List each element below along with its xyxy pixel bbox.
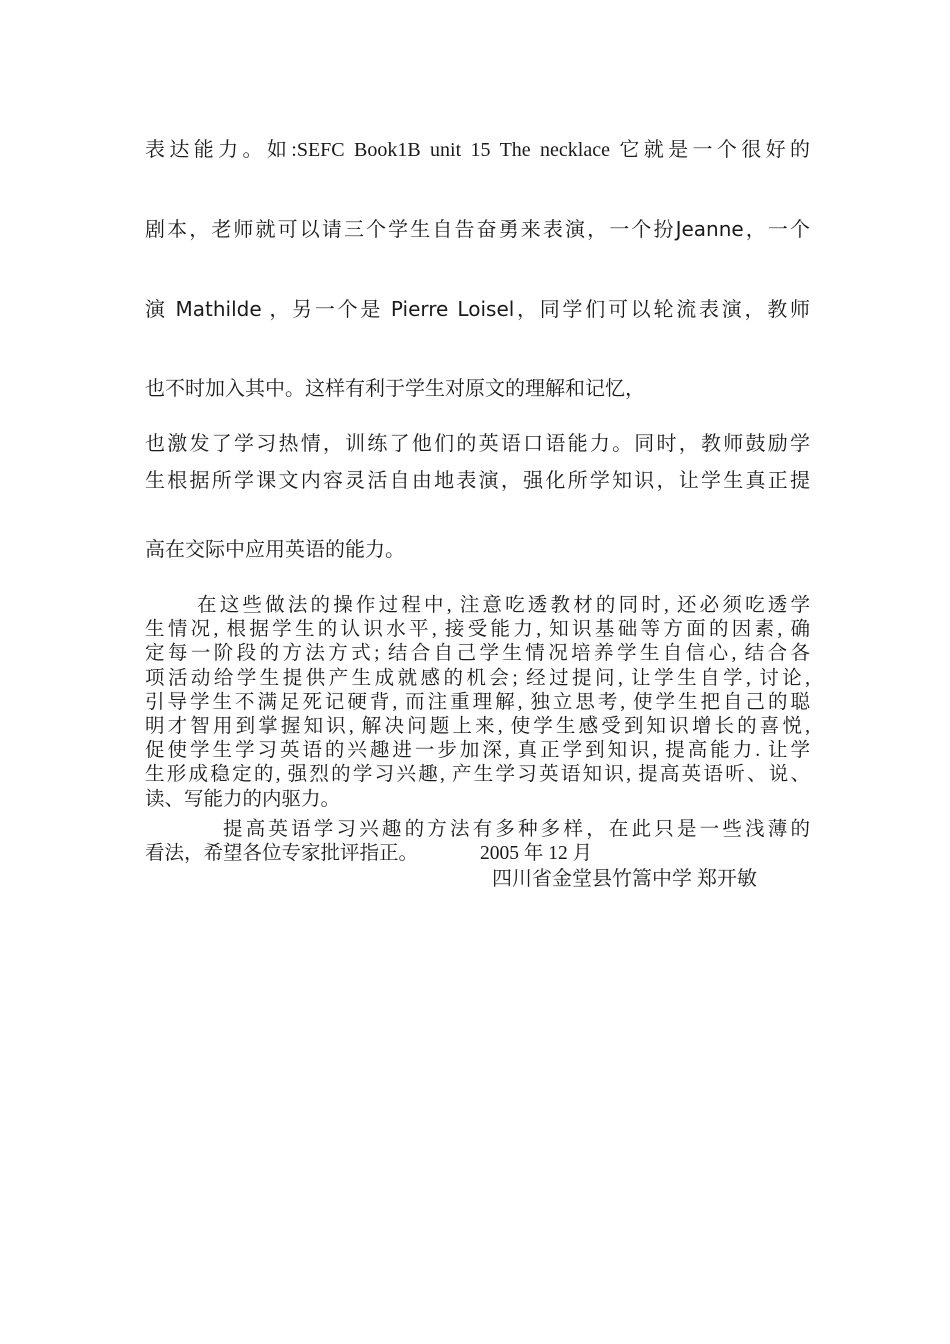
paragraph3-line2 — [145, 842, 810, 866]
paragraph2 — [145, 594, 810, 812]
paragraph2-line5: 引导学生不满足死记硬背, 而注重理解, 独立思考, 使学生把自己的聪 — [145, 691, 810, 713]
paragraph2-line9: 读、写能力的内驱力。 — [145, 788, 341, 810]
paragraph2-line2: 生情况, 根据学生的认识水平, 接受能力, 知识基础等方面的因素, 确 — [145, 619, 810, 641]
paragraph1-line5: 也激发了学习热情，训练了他们的英语口语能力。同时，教师鼓励学 — [145, 433, 810, 455]
paragraph1-line6: 生根据所学课文内容灵活自由地表演，强化所学知识，让学生真正提 — [145, 470, 810, 492]
paragraph1-line1: 表达能力。如:SEFC Book1B unit 15 The necklace 它就是一个很好的 — [145, 139, 810, 161]
text-span: 看法，希望各位专家批评指正。 — [145, 843, 419, 865]
paragraph2-line3: 定每一阶段的方法方式; 结合自己学生情况培养学生自信心, 结合各 — [145, 643, 810, 665]
paragraph1-line3 — [145, 297, 810, 322]
paragraph2-line1: 在这些做法的操作过程中, 注意吃透教材的同时, 还必须吃透学 — [197, 595, 810, 616]
date: 2005 年 12 月 — [480, 843, 593, 865]
signature: 四川省金堂县竹篙中学 郑开敏 — [492, 868, 757, 890]
paragraph2-line6: 明才智用到掌握知识, 解决问题上来, 使学生感受到知识增长的喜悦, — [145, 716, 810, 738]
name-mathilde: Mathilde — [175, 297, 262, 321]
paragraph3 — [145, 818, 810, 866]
paragraph1-line7: 高在交际中应用英语的能力。 — [145, 539, 405, 561]
text-span: ，一个 — [743, 219, 811, 241]
paragraph2-line4: 项活动给学生提供产生成就感的机会; 经过提问, 让学生自学, 讨论, — [145, 667, 810, 689]
paragraph2-line8: 生形成稳定的, 强烈的学习兴趣, 产生学习英语知识, 提高英语听、说、 — [145, 764, 810, 786]
name-pierre-loisel: Pierre Loisel — [390, 297, 515, 321]
text-span: 演 — [145, 299, 168, 321]
paragraph1-line2 — [145, 217, 810, 242]
paragraph2-line7: 促使学生学习英语的兴趣进一步加深, 真正学到知识, 提高能力. 让学 — [145, 740, 810, 762]
text-span: ，另一个是 — [269, 299, 384, 321]
paragraph1-line4: 也不时加入其中。这样有利于学生对原文的理解和记忆， — [145, 378, 645, 400]
paragraph3-line1: 提高英语学习兴趣的方法有多种多样，在此只是一些浅薄的 — [223, 819, 810, 840]
text-span: ，同学们可以轮流表演，教师 — [514, 299, 811, 321]
text-span: 剧本，老师就可以请三个学生自告奋勇来表演，一个扮 — [145, 219, 676, 241]
name-jeanne: Jeanne — [675, 217, 744, 241]
